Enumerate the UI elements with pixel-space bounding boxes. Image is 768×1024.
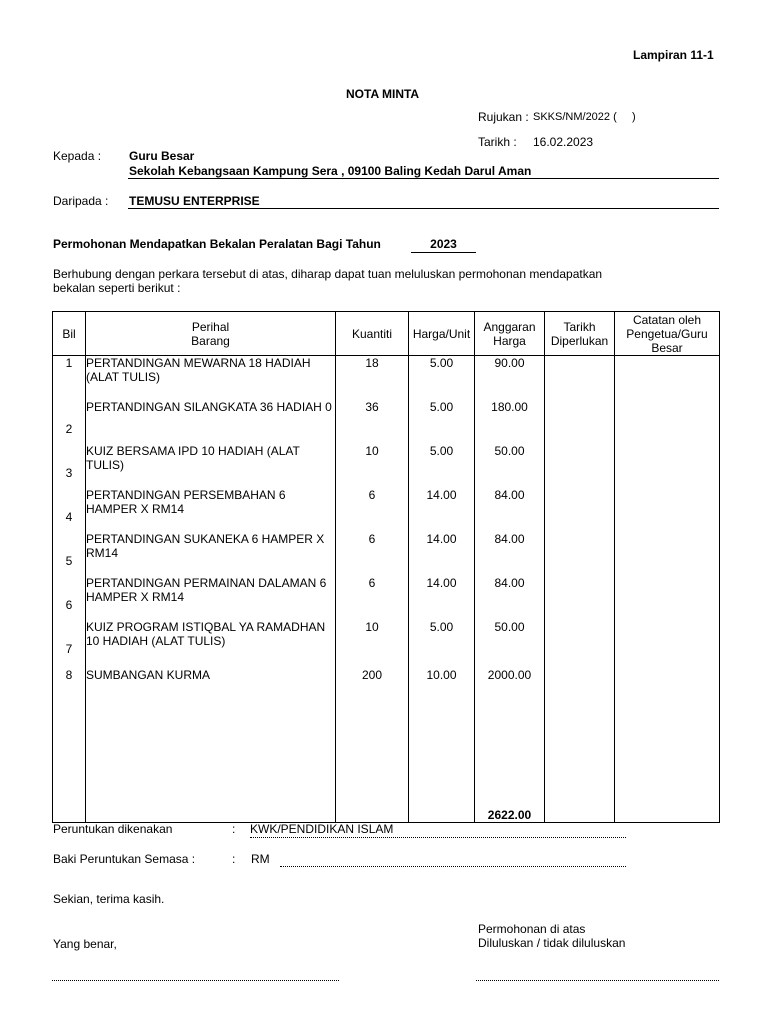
item-catatan: [615, 488, 720, 532]
table-row: [53, 400, 720, 444]
table-row: [53, 532, 720, 576]
item-description: PERTANDINGAN PERMAINAN DALAMAN 6 HAMPER X RM14: [86, 576, 336, 620]
item-description: PERTANDINGAN MEWARNA 18 HADIAH (ALAT TULIS): [86, 356, 336, 400]
item-bil: 7: [53, 620, 86, 668]
kepada-label: Kepada :: [53, 149, 102, 163]
total-row-cell: [409, 808, 475, 823]
item-amount: 50.00: [475, 620, 545, 668]
table-row: [53, 668, 720, 808]
item-unit-price: 5.00: [409, 400, 475, 444]
item-unit-price: 5.00: [409, 356, 475, 400]
table-total: 2622.00: [475, 808, 545, 823]
table-row: [53, 620, 720, 668]
item-catatan: [615, 532, 720, 576]
item-catatan: [615, 668, 720, 808]
signature-line-left: [52, 980, 339, 981]
table-row: [53, 356, 720, 400]
total-row-cell: [545, 808, 615, 823]
header-anggaran-harga: Anggaran Harga: [475, 312, 545, 356]
total-row-cell: [86, 808, 336, 823]
header-catatan: Catatan oleh Pengetua/Guru Besar: [615, 312, 720, 356]
item-quantity: 36: [336, 400, 409, 444]
table-row: [53, 488, 720, 532]
header-kuantiti: Kuantiti: [336, 312, 409, 356]
table-row: [53, 576, 720, 620]
item-amount: 84.00: [475, 576, 545, 620]
item-unit-price: 14.00: [409, 488, 475, 532]
item-amount: 180.00: [475, 400, 545, 444]
document-title: NOTA MINTA: [346, 87, 420, 101]
item-amount: 50.00: [475, 444, 545, 488]
recipient-name: Guru Besar: [129, 149, 195, 163]
item-bil: 6: [53, 576, 86, 620]
item-quantity: 6: [336, 488, 409, 532]
item-unit-price: 5.00: [409, 444, 475, 488]
item-quantity: 6: [336, 532, 409, 576]
item-amount: 2000.00: [475, 668, 545, 808]
item-amount: 84.00: [475, 532, 545, 576]
peruntukan-colon: :: [232, 822, 236, 836]
approval-line-2: Diluluskan / tidak diluluskan: [478, 936, 626, 950]
recipient-underline: [128, 178, 719, 179]
closing-text: Sekian, terima kasih.: [53, 892, 165, 906]
recipient-address: Sekolah Kebangsaan Kampung Sera , 09100 Baling Kedah Darul Aman: [129, 164, 532, 178]
header-perihal: Perihal Barang: [86, 312, 336, 356]
lampiran-label: Lampiran 11-1: [633, 48, 714, 62]
item-unit-price: 14.00: [409, 532, 475, 576]
header-harga-unit: Harga/Unit: [409, 312, 475, 356]
item-catatan: [615, 576, 720, 620]
baki-colon: :: [232, 852, 236, 866]
item-bil: 5: [53, 532, 86, 576]
item-tarikh-diperlukan: [545, 488, 615, 532]
tarikh-label: Tarikh :: [478, 135, 517, 149]
request-heading: Permohonan Mendapatkan Bekalan Peralatan Bagi Tahun: [53, 237, 381, 251]
item-bil: 3: [53, 444, 86, 488]
table-header-row: [53, 312, 720, 356]
item-quantity: 18: [336, 356, 409, 400]
item-description: SUMBANGAN KURMA: [86, 668, 336, 808]
tarikh-value: 16.02.2023: [533, 135, 594, 149]
approval-line-1: Permohonan di atas: [478, 922, 586, 936]
total-row-cell: [53, 808, 86, 823]
table-row: [53, 444, 720, 488]
item-amount: 84.00: [475, 488, 545, 532]
daripada-label: Daripada :: [53, 194, 109, 208]
total-row-cell: [336, 808, 409, 823]
item-tarikh-diperlukan: [545, 400, 615, 444]
item-quantity: 6: [336, 576, 409, 620]
baki-dotted-line: [280, 866, 626, 867]
intro-line-2: bekalan seperti berikut :: [53, 281, 181, 295]
item-tarikh-diperlukan: [545, 356, 615, 400]
header-bil: Bil: [53, 312, 86, 356]
item-amount: 90.00: [475, 356, 545, 400]
item-tarikh-diperlukan: [545, 576, 615, 620]
item-description: KUIZ BERSAMA IPD 10 HADIAH (ALAT TULIS): [86, 444, 336, 488]
table-total-row: [53, 808, 720, 823]
item-catatan: [615, 444, 720, 488]
item-unit-price: 10.00: [409, 668, 475, 808]
item-tarikh-diperlukan: [545, 668, 615, 808]
rujukan-value: SKKS/NM/2022 ( ): [533, 111, 636, 123]
item-description: KUIZ PROGRAM ISTIQBAL YA RAMADHAN 10 HADIAH (ALAT TULIS): [86, 620, 336, 668]
item-quantity: 10: [336, 444, 409, 488]
item-catatan: [615, 400, 720, 444]
item-tarikh-diperlukan: [545, 532, 615, 576]
item-tarikh-diperlukan: [545, 620, 615, 668]
item-quantity: 10: [336, 620, 409, 668]
item-catatan: [615, 356, 720, 400]
sender-underline: [128, 208, 719, 209]
item-description: PERTANDINGAN SUKANEKA 6 HAMPER X RM14: [86, 532, 336, 576]
request-year: 2023: [411, 237, 476, 253]
rujukan-label: Rujukan :: [478, 110, 529, 124]
item-bil: 8: [53, 668, 86, 808]
baki-label: Baki Peruntukan Semasa :: [53, 852, 196, 866]
baki-currency: RM: [251, 852, 270, 866]
item-catatan: [615, 620, 720, 668]
total-row-cell: [615, 808, 720, 823]
item-bil: 4: [53, 488, 86, 532]
yang-benar: Yang benar,: [53, 937, 117, 951]
item-description: PERTANDINGAN SILANGKATA 36 HADIAH 0: [86, 400, 336, 444]
signature-line-right: [476, 980, 719, 981]
header-tarikh-diperlukan: Tarikh Diperlukan: [545, 312, 615, 356]
item-quantity: 200: [336, 668, 409, 808]
item-description: PERTANDINGAN PERSEMBAHAN 6 HAMPER X RM14: [86, 488, 336, 532]
item-bil: 1: [53, 356, 86, 400]
item-unit-price: 14.00: [409, 576, 475, 620]
items-table: [52, 311, 720, 823]
item-unit-price: 5.00: [409, 620, 475, 668]
peruntukan-value: KWK/PENDIDIKAN ISLAM: [250, 822, 626, 838]
item-bil: 2: [53, 400, 86, 444]
sender-name: TEMUSU ENTERPRISE: [129, 194, 260, 208]
peruntukan-label: Peruntukan dikenakan: [53, 822, 173, 836]
item-tarikh-diperlukan: [545, 444, 615, 488]
intro-line-1: Berhubung dengan perkara tersebut di atas, diharap dapat tuan meluluskan permohonan mendapatkan: [53, 267, 603, 281]
